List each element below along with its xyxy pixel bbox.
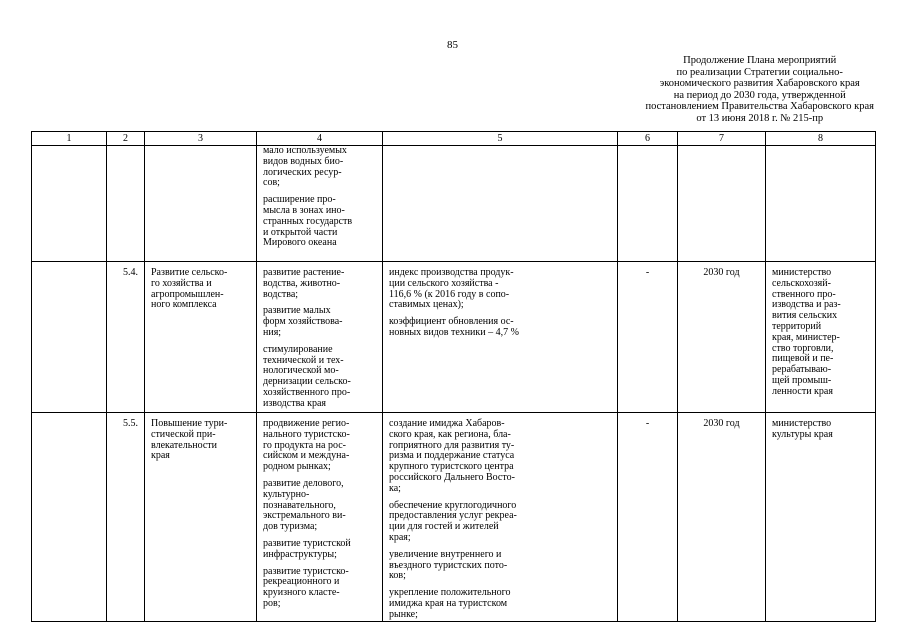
- deadline-cell: 2030 год: [678, 262, 766, 413]
- column-header: 3: [145, 132, 257, 146]
- item-number: 5.4.: [107, 262, 145, 413]
- text-line: развитие туристской: [263, 537, 351, 549]
- text-line: культурно-: [263, 488, 310, 500]
- cell-empty: [32, 262, 107, 413]
- text-line: нального туристско-: [263, 428, 350, 440]
- text-line: культуры края: [772, 428, 833, 440]
- indicators-cell: [383, 262, 618, 413]
- deadline-cell: 2030 год: [678, 413, 766, 622]
- column-header: 7: [678, 132, 766, 146]
- header-line: экономического развития Хабаровского края: [659, 78, 860, 89]
- text-line: обеспечение круглогодичного: [389, 499, 517, 511]
- text-line: новных видов техники – 4,7 %: [389, 326, 519, 338]
- text-line: укрепление положительного: [389, 587, 511, 599]
- text-line: продвижение регио-: [263, 418, 350, 429]
- text-line: го хозяйства и: [151, 277, 212, 289]
- cell-empty: [145, 146, 257, 262]
- text-line: развитие туристско-: [263, 565, 349, 577]
- cell-empty: [678, 146, 766, 262]
- text-line: круизного класте-: [263, 587, 340, 599]
- item-number: 5.5.: [107, 413, 145, 622]
- text-line: вития сельских: [772, 310, 838, 322]
- text-line: Развитие сельско-: [151, 267, 228, 278]
- header-line: на период до 2030 года, утвержденной: [673, 89, 846, 101]
- text-line: экстремального ви-: [263, 510, 346, 522]
- table-row: [32, 413, 876, 622]
- responsible-cell: [766, 262, 876, 413]
- text-line: инфраструктуры;: [263, 548, 337, 560]
- text-line: дов туризма;: [263, 521, 318, 533]
- text-line: рерабатываю-: [772, 364, 832, 376]
- text-line: хозяйственного про-: [263, 386, 351, 398]
- text-line: министерство: [772, 418, 832, 429]
- text-line: технической и тех-: [263, 354, 344, 366]
- text-line: познавательного,: [263, 499, 336, 511]
- column-header: 8: [766, 132, 876, 146]
- text-line: ленности края: [772, 385, 833, 397]
- text-line: предоставления услуг рекреа-: [389, 510, 517, 522]
- text-line: территорий: [772, 320, 822, 332]
- column-number-row: [32, 132, 876, 146]
- text-line: сов;: [263, 177, 280, 189]
- text-line: го продукта на рос-: [263, 439, 346, 451]
- cell-empty: [618, 146, 678, 262]
- text-line: сийском и междуна-: [263, 450, 350, 462]
- text-line: ство торговли,: [772, 342, 834, 354]
- header-line: постановлением Правительства Хабаровского края: [645, 101, 874, 112]
- text-line: странных государств: [263, 215, 353, 227]
- plan-table: [31, 131, 876, 622]
- text-line: 116,6 % (к 2016 году в сопо-: [389, 288, 510, 300]
- text-line: видов водных био-: [263, 155, 344, 167]
- text-line: коэффициент обновления ос-: [389, 316, 514, 328]
- text-line: щей промыш-: [772, 374, 832, 386]
- text-line: ния;: [263, 326, 282, 338]
- table-row: [32, 262, 876, 413]
- text-line: и открытой части: [263, 226, 338, 238]
- activities-cell: [257, 413, 383, 622]
- column-header: 4: [257, 132, 383, 146]
- text-line: министерство: [772, 267, 832, 278]
- text-line: влекательности: [151, 439, 218, 451]
- text-line: российского Дальнего Восто-: [389, 471, 515, 483]
- text-line: ции для гостей и жителей: [389, 521, 499, 533]
- text-line: ков;: [389, 570, 406, 582]
- text-line: мысла в зонах ино-: [263, 204, 345, 216]
- indicators-cell: [383, 413, 618, 622]
- text-line: водства, животно-: [263, 277, 341, 289]
- column-header: 2: [107, 132, 145, 146]
- text-line: ров;: [263, 597, 281, 609]
- text-line: изводства края: [263, 397, 326, 409]
- text-line: расширение про-: [263, 194, 336, 206]
- text-line: сельскохозяй-: [772, 277, 831, 289]
- text-line: въездного туристских пото-: [389, 559, 508, 571]
- text-line: развитие малых: [263, 305, 331, 317]
- activities-cell: [257, 146, 383, 262]
- column-header: 1: [32, 132, 107, 146]
- text-line: ции сельского хозяйства -: [389, 277, 499, 289]
- text-line: ка;: [389, 482, 401, 494]
- text-line: края: [151, 450, 170, 462]
- text-line: края, министер-: [772, 331, 840, 343]
- text-line: стимулирование: [263, 343, 333, 355]
- text-line: водства;: [263, 288, 299, 300]
- dash-cell: -: [618, 262, 678, 413]
- goal-cell: [145, 262, 257, 413]
- text-line: имиджа края на туристском: [389, 597, 508, 609]
- text-line: развитие растение-: [263, 267, 345, 278]
- cell-empty: [32, 146, 107, 262]
- goal-cell: [145, 413, 257, 622]
- text-line: форм хозяйствова-: [263, 316, 343, 328]
- text-line: пищевой и пе-: [772, 353, 834, 365]
- text-line: мало используемых: [263, 145, 347, 156]
- text-line: дернизации сельско-: [263, 376, 351, 388]
- activities-cell: [257, 262, 383, 413]
- cell-empty: [32, 413, 107, 622]
- table-row: [32, 146, 876, 262]
- page-number: 85: [447, 39, 458, 51]
- text-line: индекс производства продук-: [389, 267, 514, 278]
- text-line: рынке;: [389, 608, 418, 620]
- text-line: рекреационного и: [263, 576, 340, 588]
- text-line: ного комплекса: [151, 299, 217, 311]
- header-line: от 13 июня 2018 г. № 215-пр: [696, 112, 824, 124]
- column-header: 6: [618, 132, 678, 146]
- text-line: крупного туристского центра: [389, 461, 514, 473]
- text-line: родном рынках;: [263, 461, 331, 473]
- text-line: ственного про-: [772, 288, 836, 300]
- text-line: развитие делового,: [263, 477, 344, 489]
- header-line: Продолжение Плана мероприятий: [683, 55, 837, 66]
- text-line: Повышение тури-: [151, 418, 228, 429]
- text-line: изводства и раз-: [772, 299, 841, 311]
- text-line: логических ресур-: [263, 166, 342, 178]
- document-header: [645, 55, 874, 124]
- text-line: увеличение внутреннего и: [389, 548, 502, 560]
- cell-empty: [107, 146, 145, 262]
- text-line: ского края, как региона, бла-: [389, 428, 511, 440]
- cell-empty: [383, 146, 618, 262]
- text-line: гоприятного для развития ту-: [389, 439, 515, 451]
- dash-cell: -: [618, 413, 678, 622]
- text-line: агропромышлен-: [151, 288, 224, 300]
- text-line: Мирового океана: [263, 237, 337, 249]
- responsible-cell: [766, 413, 876, 622]
- header-line: по реализации Стратегии социально-: [676, 66, 843, 78]
- text-line: края;: [389, 531, 411, 543]
- text-line: создание имиджа Хабаров-: [389, 418, 505, 429]
- text-line: ставимых ценах);: [389, 299, 464, 311]
- cell-empty: [766, 146, 876, 262]
- text-line: ризма и поддержание статуса: [389, 450, 515, 462]
- text-line: стической при-: [151, 428, 216, 440]
- text-line: нологической мо-: [263, 365, 339, 377]
- column-header: 5: [383, 132, 618, 146]
